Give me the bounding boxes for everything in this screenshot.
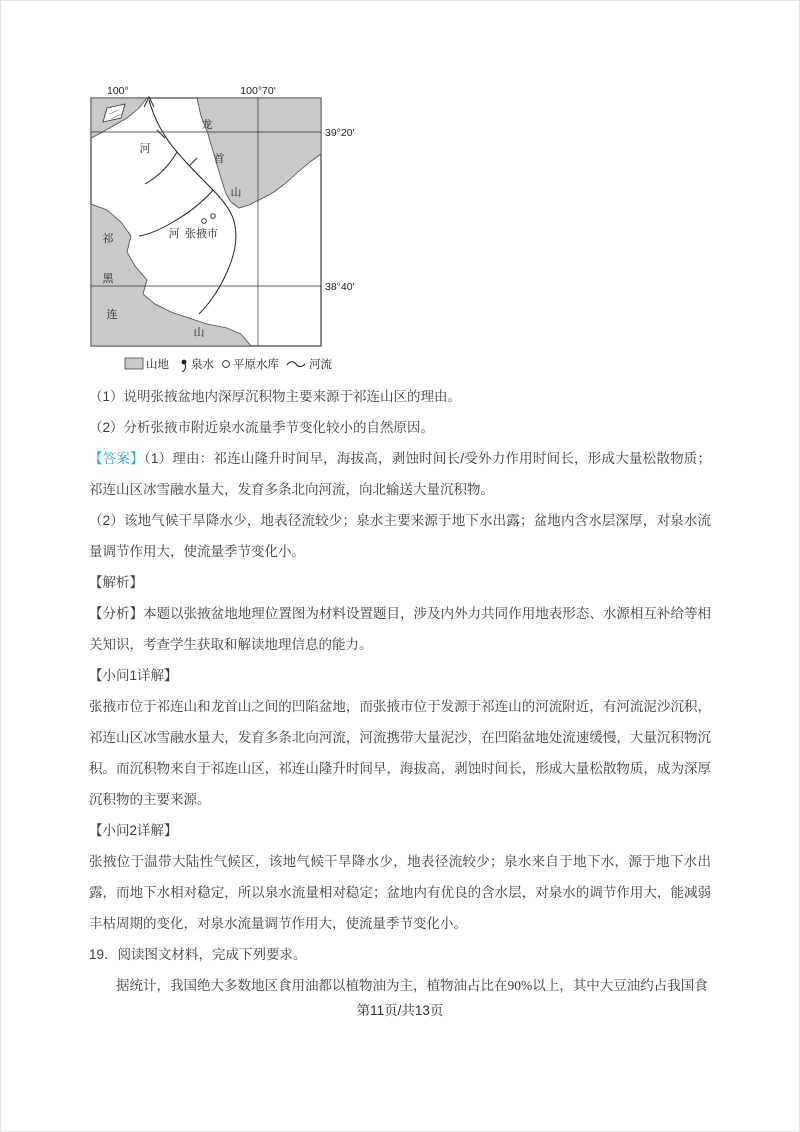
legend-reservoir-label: 平原水库 xyxy=(233,359,279,371)
spring-marker xyxy=(211,214,216,219)
legend-spring-icon-tail xyxy=(182,364,186,372)
map-label-longshou-3: 山 xyxy=(230,187,242,199)
map-label-longshou-1: 龙 xyxy=(201,119,213,131)
answer-paragraph-2: （2）该地气候干旱降水少，地表径流较少；泉水主要来源于地下水出露；盆地内含水层深厚，对泉水流量调节作用大，使流量季节变化小。 xyxy=(89,513,711,559)
location-map xyxy=(89,84,389,376)
map-lon-left-label: 100° xyxy=(107,85,129,97)
answer-paragraph-1 xyxy=(89,443,711,505)
map-label-city-zhangye: 张掖市 xyxy=(185,228,218,240)
legend-mountain-swatch xyxy=(125,358,143,369)
map-figure xyxy=(89,84,711,381)
map-label-qilian-2: 连 xyxy=(106,309,118,321)
map-label-hei-river-1: 黑 xyxy=(102,273,114,285)
question-19-material: 据统计，我国绝大多数地区食用油都以植物油为主，植物油占比在90%以上，其中大豆油约占我国食 xyxy=(116,978,708,993)
legend-river-icon xyxy=(287,362,305,367)
page-number-footer: 第11页/共13页 xyxy=(356,1003,444,1018)
sub-question-2-label: 【小问2详解】 xyxy=(89,823,178,838)
answer-text-1: （1）理由：祁连山隆升时间早，海拔高，剥蚀时间长/受外力作用时间长，形成大量松散物质；祁连山区冰雪融水量大，发育多条北向河流，向北输送大量沉积物。 xyxy=(89,451,711,497)
sub-question-1-label: 【小问1详解】 xyxy=(89,668,178,683)
map-legend xyxy=(125,357,332,372)
legend-reservoir-icon xyxy=(223,361,230,368)
map-label-longshou-2: 首 xyxy=(213,153,225,165)
map-label-hei-river-2: 河 xyxy=(139,143,151,155)
page-content xyxy=(1,84,799,1001)
spring-marker xyxy=(202,219,207,224)
legend-spring-icon xyxy=(182,360,187,365)
question-2: （2）分析张掖市附近泉水流量季节变化较小的自然原因。 xyxy=(89,420,435,435)
legend-river-label: 河流 xyxy=(309,359,332,371)
legend-mountain-label: 山地 xyxy=(146,359,169,371)
map-label-river: 河 xyxy=(168,228,180,240)
answer-label: 【答案】 xyxy=(89,451,144,466)
overview-paragraph xyxy=(89,598,711,660)
sub-question-2-detail: 张掖位于温带大陆性气候区，该地气候干旱降水少，地表径流较少；泉水来自于地下水，源于地下水出露，而地下水相对稳定，所以泉水流量相对稳定；盆地内有优良的含水层，对泉水的调节作用大，能减弱丰枯周期的变化，对泉水流量调节作用大，使流量季节变化小。 xyxy=(89,854,711,931)
overview-text: 本题以张掖盆地地理位置图为材料设置题目，涉及内外力共同作用地表形态、水源相互补给等相关知识，考查学生获取和解读地理信息的能力。 xyxy=(89,606,712,652)
map-label-qilian-3: 山 xyxy=(193,327,205,339)
question-19: 19．阅读图文材料，完成下列要求。 xyxy=(89,947,307,962)
map-lat-top-label: 39°20' xyxy=(325,127,355,139)
sub-question-1-detail: 张掖市位于祁连山和龙首山之间的凹陷盆地，而张掖市位于发源于祁连山的河流附近，有河流泥沙沉积，祁连山区冰雪融水量大，发育多条北向河流，河流携带大量泥沙，在凹陷盆地处流速缓慢，大量沉积物沉积。而沉积物来自于祁连山区，祁连山隆升时间早，海拔高，剥蚀时间长，形成大量松散物质，成为深厚沉积物的主要来源。 xyxy=(89,699,711,807)
analysis-section-label: 【解析】 xyxy=(89,575,143,590)
overview-label: 【分析】 xyxy=(89,606,144,621)
legend-spring-label: 泉水 xyxy=(191,359,214,371)
map-label-qilian-1: 祁 xyxy=(102,233,114,245)
question-1: （1）说明张掖盆地内深厚沉积物主要来源于祁连山区的理由。 xyxy=(89,389,462,404)
map-lon-mid-label: 100°70' xyxy=(240,85,276,97)
map-lat-bottom-label: 38°40' xyxy=(325,281,355,293)
